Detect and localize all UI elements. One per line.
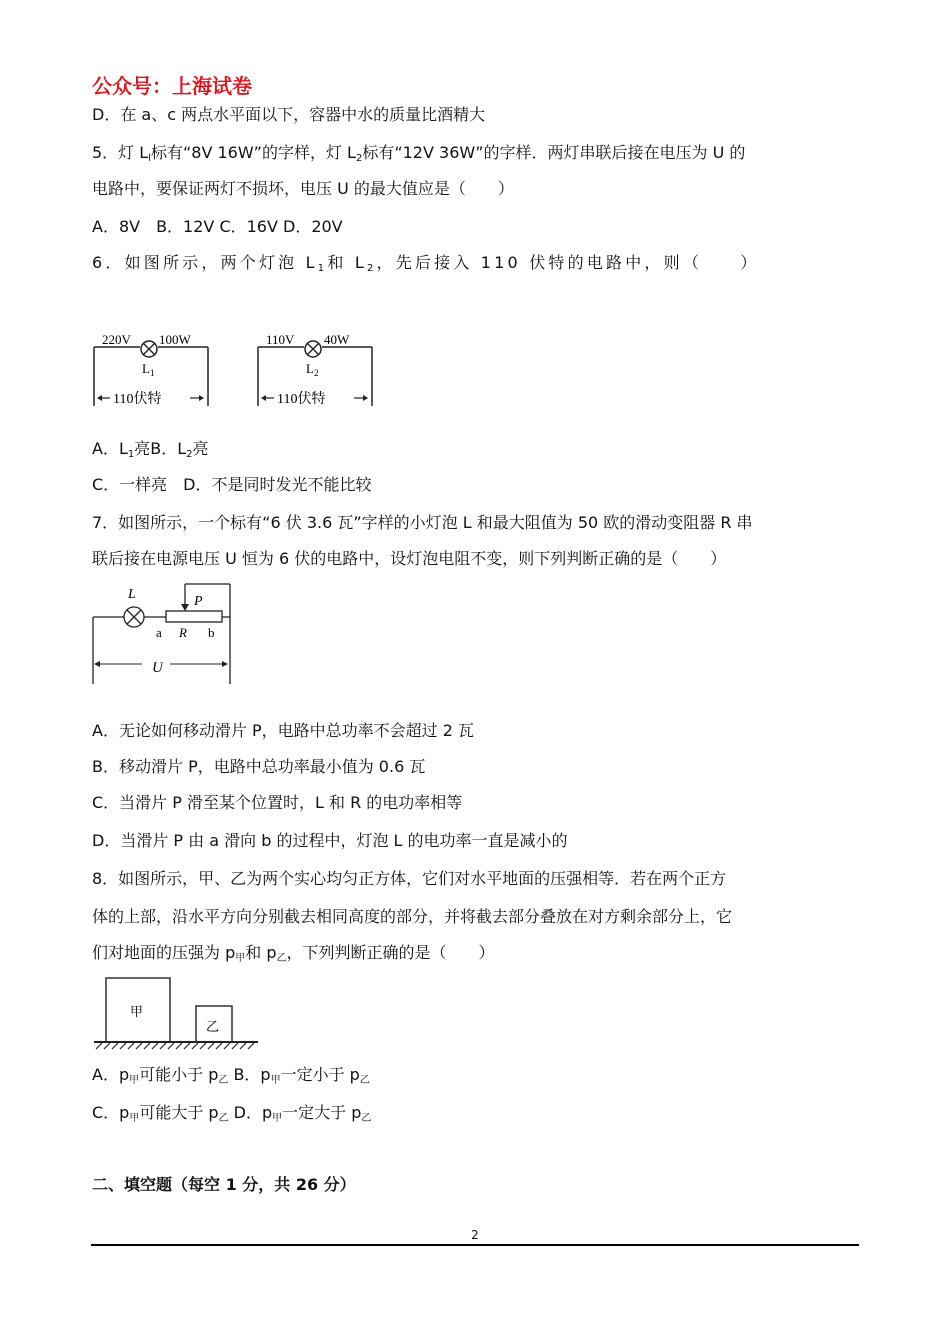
q8-opt-sub: 乙 bbox=[218, 1075, 229, 1086]
q6-options-cd: C．一样亮 D．不是同时发光不能比较 bbox=[92, 475, 372, 494]
q7-stem-line1: 7．如图所示，一个标有“6 伏 3.6 瓦”字样的小灯泡 L 和最大阻值为 50 欧的滑动变阻器 R 串 bbox=[92, 513, 753, 532]
l1-name: $L_1$ bbox=[142, 361, 155, 378]
q8-stem-line1: 8．如图所示，甲、乙为两个实心均匀正方体，它们对水平地面的压强相等．若在两个正方 bbox=[92, 869, 727, 888]
q8-text: 和 p bbox=[245, 943, 277, 962]
q5-text: 标有“8V 16W”的字样，灯 L bbox=[150, 143, 356, 162]
block-jia-label: 甲 bbox=[130, 1005, 144, 1020]
q7-figure bbox=[90, 582, 235, 688]
q5-stem-line2: 电路中，要保证两灯不损坏，电压 U 的最大值应是（ ） bbox=[92, 179, 514, 198]
q6-opt-sub: 2 bbox=[186, 449, 193, 460]
section-title: 二、填空题（每空 1 分，共 26 分） bbox=[92, 1175, 356, 1194]
q8-opt-text: 可能小于 p bbox=[139, 1065, 219, 1084]
q8-opt-sub: 甲 bbox=[129, 1113, 140, 1124]
q6-figure bbox=[92, 328, 382, 410]
q5-sub: 2 bbox=[355, 153, 363, 164]
q4-option-d: D．在 a、c 两点水平面以下，容器中水的质量比酒精大 bbox=[92, 105, 486, 124]
q8-opt-sub: 乙 bbox=[361, 1113, 372, 1124]
q8-opt-text: D．p bbox=[228, 1103, 273, 1122]
end-b-label: b bbox=[208, 625, 215, 640]
q6-stem bbox=[92, 252, 760, 280]
q8-options-ab bbox=[92, 1064, 370, 1092]
footer-divider bbox=[91, 1244, 859, 1246]
q8-opt-text: A．p bbox=[92, 1065, 130, 1084]
q8-text: 们对地面的压强为 p bbox=[92, 943, 236, 962]
end-a-label: a bbox=[156, 625, 162, 640]
q8-options-cd bbox=[92, 1102, 371, 1130]
q8-opt-text: 一定小于 p bbox=[280, 1065, 360, 1084]
q5-options: A．8V B．12V C．16V D．20V bbox=[92, 217, 343, 236]
q8-stem-line2: 体的上部，沿水平方向分别截去相同高度的部分，并将截去部分叠放在对方剩余部分上，它 bbox=[92, 907, 733, 926]
q5-text: 标有“12V 36W”的字样．两灯串联后接在电压为 U 的 bbox=[362, 143, 746, 162]
q8-opt-text: B．p bbox=[228, 1065, 271, 1084]
q6-text: 6．如图所示，两个灯泡 L bbox=[92, 253, 318, 272]
q7-option-c: C．当滑片 P 滑至某个位置时，L 和 R 的电功率相等 bbox=[92, 793, 463, 812]
q8-sub: 甲 bbox=[235, 953, 246, 964]
q6-opt-sub: 1 bbox=[127, 449, 135, 460]
q7-stem-line2: 联后接在电源电压 U 恒为 6 伏的电路中，设灯泡电阻不变，则下列判断正确的是（ ） bbox=[92, 549, 727, 568]
slider-arrow-icon bbox=[181, 604, 189, 611]
q8-opt-sub: 甲 bbox=[270, 1075, 281, 1086]
q8-opt-sub: 甲 bbox=[129, 1075, 140, 1086]
q6-sub: 2 bbox=[366, 263, 377, 274]
q6-opt-text: A．L bbox=[92, 439, 128, 458]
q8-opt-text: 一定大于 p bbox=[282, 1103, 362, 1122]
q7-option-d: D．当滑片 P 由 a 滑向 b 的过程中，灯泡 L 的电功率一直是减小的 bbox=[92, 831, 568, 850]
voltage-label: U bbox=[152, 660, 163, 676]
l2-supply-label: 110伏特 bbox=[277, 392, 326, 407]
l1-power-label: 100W bbox=[159, 332, 191, 347]
q7-option-a: A．无论如何移动滑片 P，电路中总功率不会超过 2 瓦 bbox=[92, 721, 475, 740]
q6-opt-text: 亮B．L bbox=[134, 439, 187, 458]
q8-stem-line3 bbox=[92, 942, 495, 970]
q8-sub: 乙 bbox=[276, 953, 287, 964]
q8-figure bbox=[92, 976, 260, 1052]
lamp-label: L bbox=[128, 587, 136, 602]
q6-sub: 1 bbox=[317, 263, 328, 274]
resistor-label: R bbox=[179, 625, 187, 640]
q8-opt-sub: 乙 bbox=[359, 1075, 370, 1086]
q5-sub: l bbox=[148, 153, 151, 164]
page-number: 2 bbox=[471, 1228, 479, 1242]
q5-stem-line1 bbox=[92, 142, 745, 170]
page-header-title: 公众号：上海试卷 bbox=[92, 74, 252, 98]
circuit-l1 bbox=[94, 332, 208, 407]
rheostat-icon bbox=[166, 611, 222, 622]
q5-text: 5．灯 L bbox=[92, 143, 149, 162]
block-yi-label: 乙 bbox=[206, 1020, 220, 1035]
l2-voltage-label: 110V bbox=[266, 332, 295, 347]
q6-text: ，先后接入 110 伏特的电路中，则（ ） bbox=[376, 253, 760, 272]
l1-voltage-label: 220V bbox=[102, 332, 131, 347]
ground-hatch bbox=[96, 1043, 254, 1049]
slider-label: P bbox=[194, 594, 203, 609]
q6-opt-text: 亮 bbox=[192, 439, 209, 458]
q7-option-b: B．移动滑片 P，电路中总功率最小值为 0.6 瓦 bbox=[92, 757, 426, 776]
q8-opt-text: 可能大于 p bbox=[139, 1103, 219, 1122]
l1-supply-label: 110伏特 bbox=[113, 392, 162, 407]
l2-name: $L_2$ bbox=[306, 361, 319, 378]
q8-opt-text: C．p bbox=[92, 1103, 130, 1122]
circuit-l2 bbox=[258, 332, 372, 407]
q8-text: ，下列判断正确的是（ ） bbox=[286, 943, 495, 962]
q6-options-ab bbox=[92, 438, 209, 466]
q8-opt-sub: 乙 bbox=[218, 1113, 229, 1124]
l2-power-label: 40W bbox=[324, 332, 350, 347]
q6-text: 和 L bbox=[327, 253, 367, 272]
q8-opt-sub: 甲 bbox=[272, 1113, 283, 1124]
